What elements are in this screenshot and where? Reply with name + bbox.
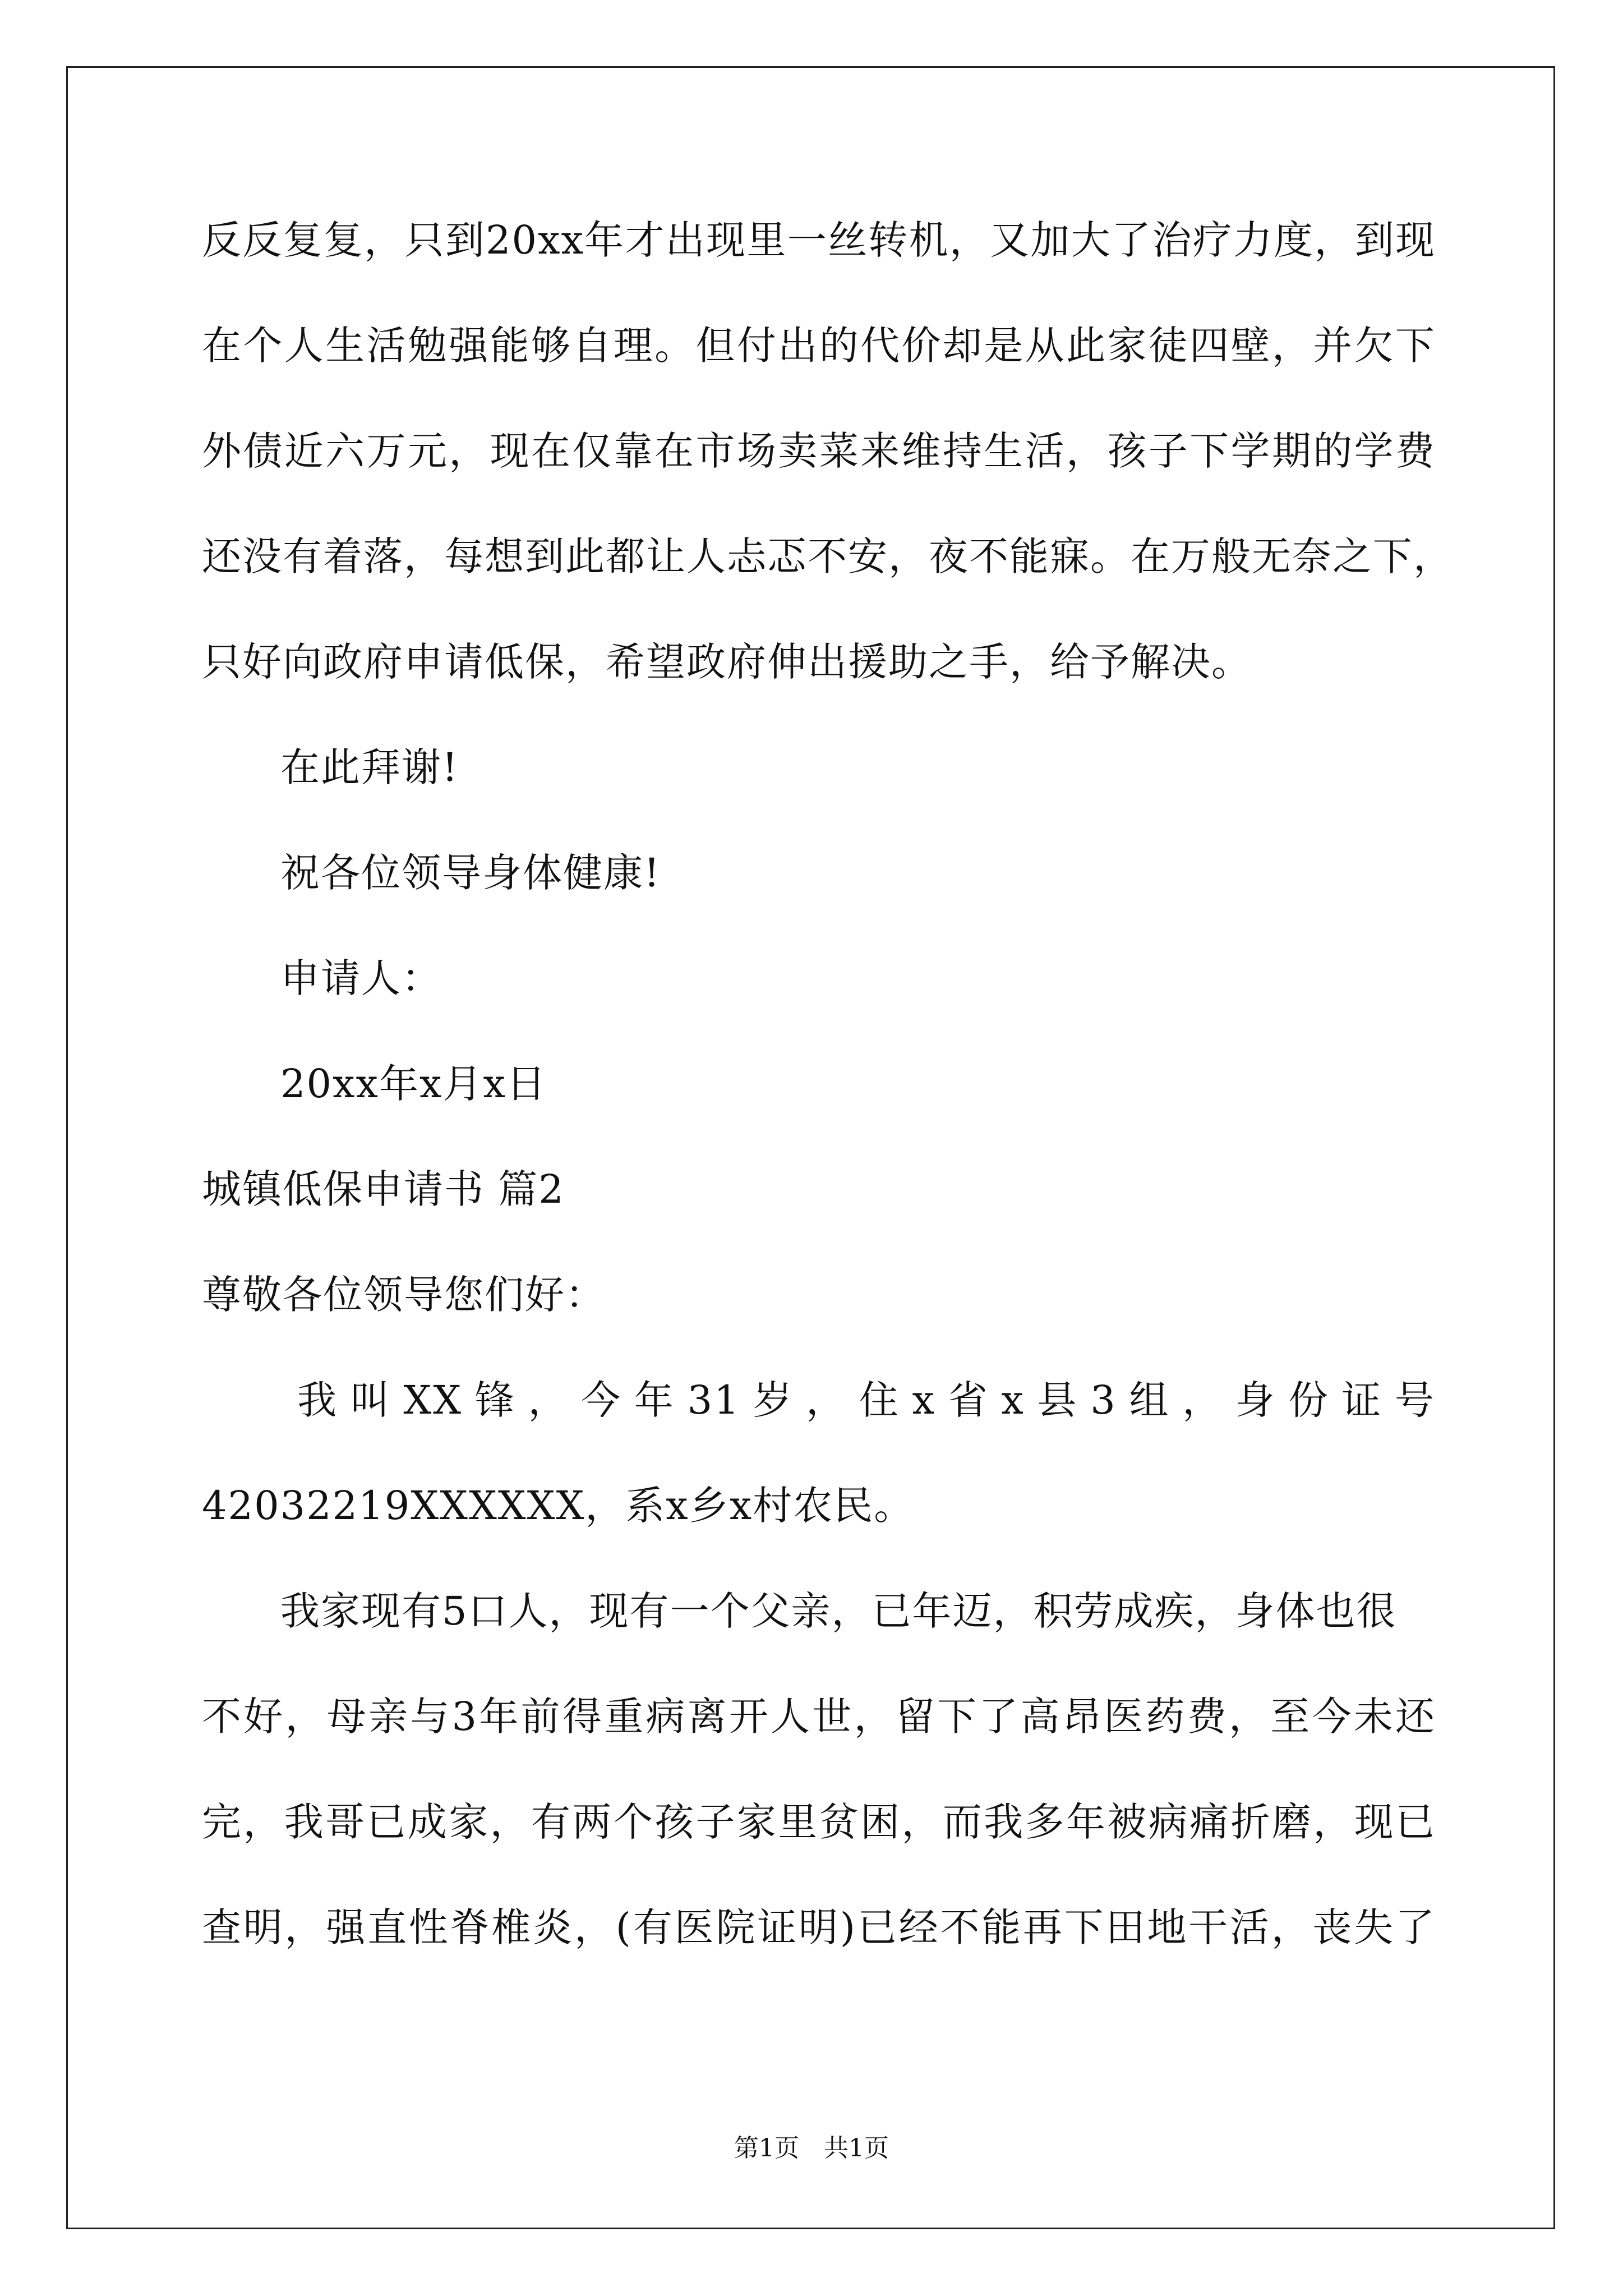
applicant-label: 申请人：: [280, 955, 442, 1001]
paragraph-line: 我家现有5口人，现有一个父亲，已年迈，积劳成疾，身体也很: [280, 1588, 1397, 1634]
paragraph-line: 我叫XX锋，今年31岁，住x省x县3组，身份证号: [297, 1377, 1436, 1423]
paragraph-line: 不好，母亲与3年前得重病离开人世，留下了高昂医药费，至今未还: [202, 1694, 1436, 1740]
paragraph-line: 42032219XXXXXX，系x乡x村农民。: [202, 1483, 915, 1529]
section-title: 城镇低保申请书 篇2: [202, 1166, 565, 1212]
paragraph-line: 还没有着落，每想到此都让人忐忑不安，夜不能寐。在万般无奈之下，: [202, 533, 1454, 579]
paragraph-line: 反反复复，只到20xx年才出现里一丝转机，又加大了治疗力度，到现: [202, 217, 1436, 263]
closing-thanks: 在此拜谢!: [280, 744, 459, 790]
paragraph-line: 只好向政府申请低保，希望政府伸出援助之手，给予解决。: [202, 639, 1252, 685]
paragraph-line: 查明，强直性脊椎炎，(有医院证明)已经不能再下田地干活，丧失了: [202, 1904, 1436, 1950]
date-line: 20xx年x月x日: [280, 1061, 547, 1107]
salutation: 尊敬各位领导您们好：: [202, 1272, 606, 1318]
paragraph-line: 外债近六万元，现在仅靠在市场卖菜来维持生活，孩子下学期的学费: [202, 428, 1436, 474]
paragraph-line: 在个人生活勉强能够自理。但付出的代价却是从此家徒四壁，并欠下: [202, 323, 1436, 369]
paragraph-line: 完，我哥已成家，有两个孩子家里贫困，而我多年被病痛折磨，现已: [202, 1799, 1436, 1845]
closing-wishes: 祝各位领导身体健康!: [280, 850, 661, 896]
page-footer: 第1页 共1页: [734, 2134, 889, 2162]
